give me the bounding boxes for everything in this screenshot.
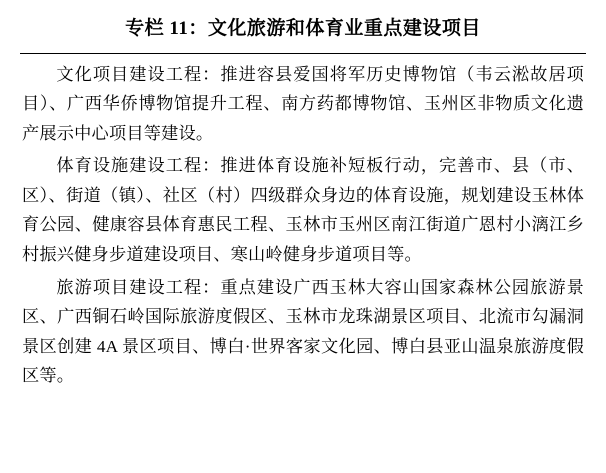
- paragraph-sports-facilities: 体育设施建设工程：推进体育设施补短板行动，完善市、县（市、区）、街道（镇）、社区（村）四级群众身边的体育设施，规划建设玉林体育公园、健康容县体育惠民工程、玉林市玉州区南江街道广恩村小漓江乡村振兴健身步道建设项目、寒山岭健身步道项目等。: [22, 156, 584, 265]
- document-page: [0, 16, 606, 473]
- paragraph-tourism-projects: 旅游项目建设工程：重点建设广西玉林大容山国家森林公园旅游景区、广西铜石岭国际旅游度假区、玉林市龙珠湖景区项目、北流市勾漏洞景区创建 4A 景区项目、博白·世界客家文化园、博白县亚山温泉旅游度假区等。: [22, 277, 584, 386]
- page-title: 专栏 11：文化旅游和体育业重点建设项目: [125, 18, 481, 39]
- paragraph-culture-projects: 文化项目建设工程：推进容县爱国将军历史博物馆（韦云淞故居项目）、广西华侨博物馆提升工程、南方药都博物馆、玉州区非物质文化遗产展示中心项目等建设。: [22, 64, 584, 143]
- document-body: [0, 54, 606, 391]
